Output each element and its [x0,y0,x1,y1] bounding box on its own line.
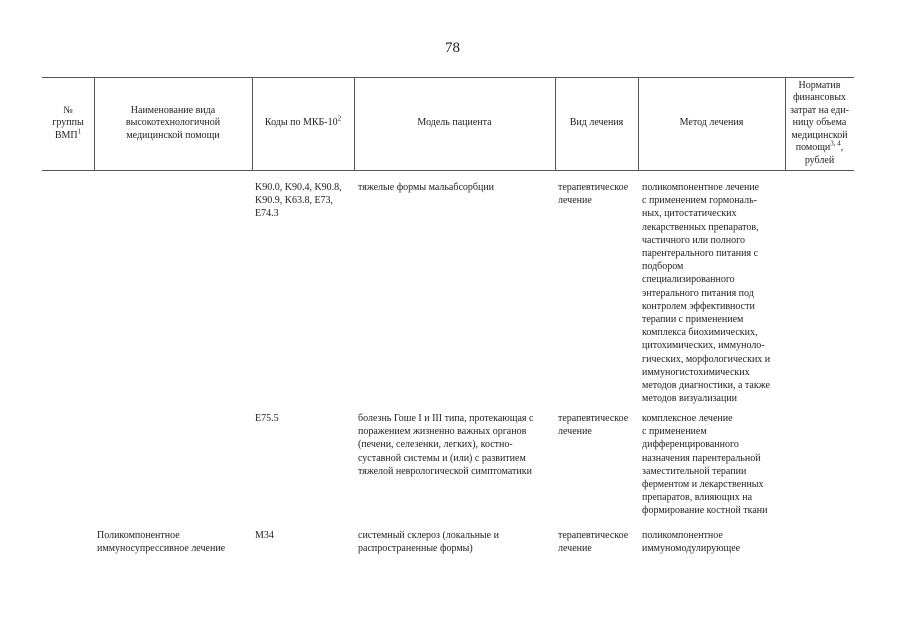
header-treatment-type [555,77,638,170]
header-group-number [42,77,94,170]
footnote-marker: 3, 4 [830,139,841,148]
footnote-marker: 2 [337,114,342,123]
row-treatment-type: терапевтическое лечение [558,530,629,555]
row-treatment-type: терапевтическое лечение [558,413,629,438]
header-patient-model-text: Модель пациента [417,117,492,129]
row-treatment-method: поликомпонентное иммуномодулирующее [642,530,741,555]
table-header-bottom-border [42,170,854,171]
footnote-marker: 1 [77,127,82,136]
row-icd-codes: K90.0, K90.4, K90.8, K90.9, K63.8, E73, E74.3 [255,182,342,220]
page-number: 78 [445,40,460,56]
row-icd-codes: M34 [255,530,274,541]
header-care-type-text: Наименование вида высокотехнологичной медицинской помощи [125,104,221,141]
header-treatment-type-text: Вид лечения [569,117,624,129]
header-group-number-text: № группы ВМП [52,104,84,141]
row-patient-model: тяжелые формы мальабсорбции [358,182,495,193]
header-cost-standard-tail: , рублей [804,142,844,166]
row-icd-codes: E75.5 [255,413,279,424]
header-cost-standard-text: Норматив финансовых затрат на еди- ницу объема медицинской помощи [789,79,850,154]
row-care-type: Поликомпонентное иммуносупрессивное лечение [97,530,226,555]
header-icd-codes-text: Коды по МКБ-10 [264,117,338,129]
header-treatment-method [638,77,785,170]
header-icd-codes [252,77,354,170]
row-treatment-method: комплексное лечение с применением дифференцированного назначения парентеральной заместительной терапии ферментом и лекарственных препаратов, влияющих на формирование костной ткани [642,413,768,517]
row-treatment-method: поликомпонентное лечение с применением гормональ- ных, цитостатических лекарственных препаратов, частичного или полного парентерального питания с подбором специализированного энтерального питания под контролем эффективности терапии с применением комплекса биохимических, цитохимических, иммуноло- гических, морфологических и иммуногистохимических методов диагностики, а также методов визуализации [642,182,771,405]
row-patient-model: болезнь Гоше I и III типа, протекающая с поражением жизненно важных органов (печени, селезенки, легких), костно- суставной системы и (или) с развитием тяжелой неврологической симптоматики [358,413,534,477]
header-cost-standard [785,77,854,170]
row-patient-model: системный склероз (локальные и распространенные формы) [358,530,499,555]
header-patient-model [354,77,555,170]
header-treatment-method-text: Метод лечения [679,117,744,129]
header-care-type [94,77,252,170]
row-treatment-type: терапевтическое лечение [558,182,629,207]
